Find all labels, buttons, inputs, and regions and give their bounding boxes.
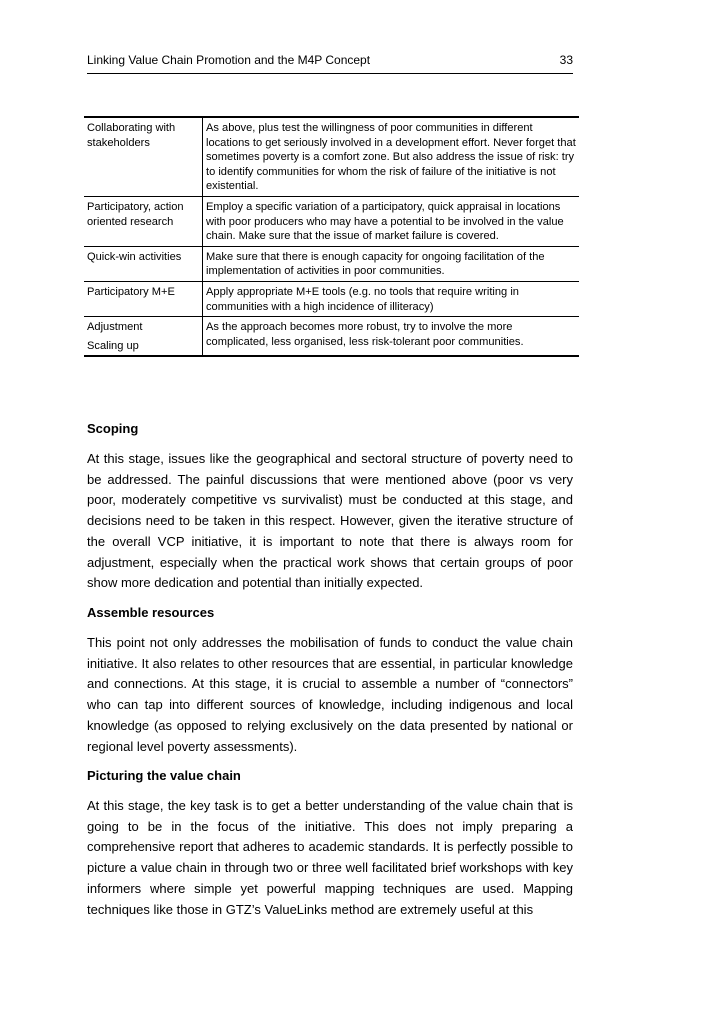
guidance-cell: Make sure that there is enough capacity for ongoing facilitation of the implementation of activities in poor communities. <box>203 246 580 281</box>
table-row <box>84 117 579 196</box>
section-paragraph: This point not only addresses the mobilisation of funds to conduct the value chain initiative. It also relates to other resources that are essential, in particular knowledge and connections. At this stage, it is crucial to assemble a number of “connectors” who can tap into different sources of knowledge, including indigenous and local knowledge (as opposed to relying exclusively on the data presented by national or regional level poverty assessments). <box>87 635 573 754</box>
page-number: 33 <box>559 53 573 67</box>
activity-label: Collaborating with stakeholders <box>87 122 176 149</box>
section-heading: Picturing the value chain <box>87 768 241 783</box>
activity-cell <box>84 281 203 316</box>
section-scoping <box>87 419 573 594</box>
guidance-cell: As above, plus test the willingness of poor communities in different locations to get seriously involved in a development effort. Never forget that sometimes poverty is a comfort zone. But also address the issue of risk: try to identify communities for whom the risk of failure of the initiative is not existential. <box>203 117 580 196</box>
section-paragraph: At this stage, the key task is to get a better understanding of the value chain that is going to be in the focus of the initiative. This does not imply preparing a comprehensive report that adheres to academic standards. It is perfectly possible to picture a value chain in through two or three well facilitated brief workshops with key informers where simple yet powerful mapping techniques are used. Mapping techniques like those in GTZ’s ValueLinks method are extremely useful at this <box>87 798 573 917</box>
activity-label: Participatory, action oriented research <box>87 200 184 228</box>
section-assemble-resources <box>87 603 573 757</box>
activity-cell <box>84 196 203 246</box>
activity-label: Adjustment <box>87 321 143 334</box>
guidance-cell: As the approach becomes more robust, try to involve the more complicated, less organised, less risk-tolerant poor communities. <box>203 317 580 357</box>
activity-label: Participatory M+E <box>87 285 175 298</box>
activity-cell <box>84 246 203 281</box>
table-row <box>84 196 579 246</box>
activity-label: Scaling up <box>87 339 139 352</box>
section-heading: Scoping <box>87 421 139 436</box>
section-picturing-value-chain <box>87 766 573 920</box>
page-header <box>87 53 573 74</box>
table-row <box>84 317 579 357</box>
section-heading: Assemble resources <box>87 605 215 620</box>
guidance-cell: Employ a specific variation of a participatory, quick appraisal in locations with poor producers who may have a potential to be involved in the value chain. Make sure that the issue of market failure is covered. <box>203 196 580 246</box>
strategy-table <box>84 116 579 357</box>
activity-cell <box>84 317 203 357</box>
running-title: Linking Value Chain Promotion and the M4P Concept <box>87 53 371 67</box>
table-row <box>84 246 579 281</box>
activity-label: Quick-win activities <box>87 250 182 263</box>
table-row <box>84 281 579 316</box>
section-paragraph: At this stage, issues like the geographical and sectoral structure of poverty need to be addressed. The painful discussions that were mentioned above (poor vs very poor, moderately competitive vs survivalist) must be conducted at this stage, and decisions need to be taken in this respect. However, given the iterative structure of the overall VCP initiative, it is important to note that there is always room for adjustment, especially when the practical work shows that certain groups of poor show more dedication and potential than initially expected. <box>87 451 573 591</box>
activity-cell <box>84 117 203 196</box>
guidance-cell: Apply appropriate M+E tools (e.g. no tools that require writing in communities with a high incidence of illiteracy) <box>203 281 580 316</box>
